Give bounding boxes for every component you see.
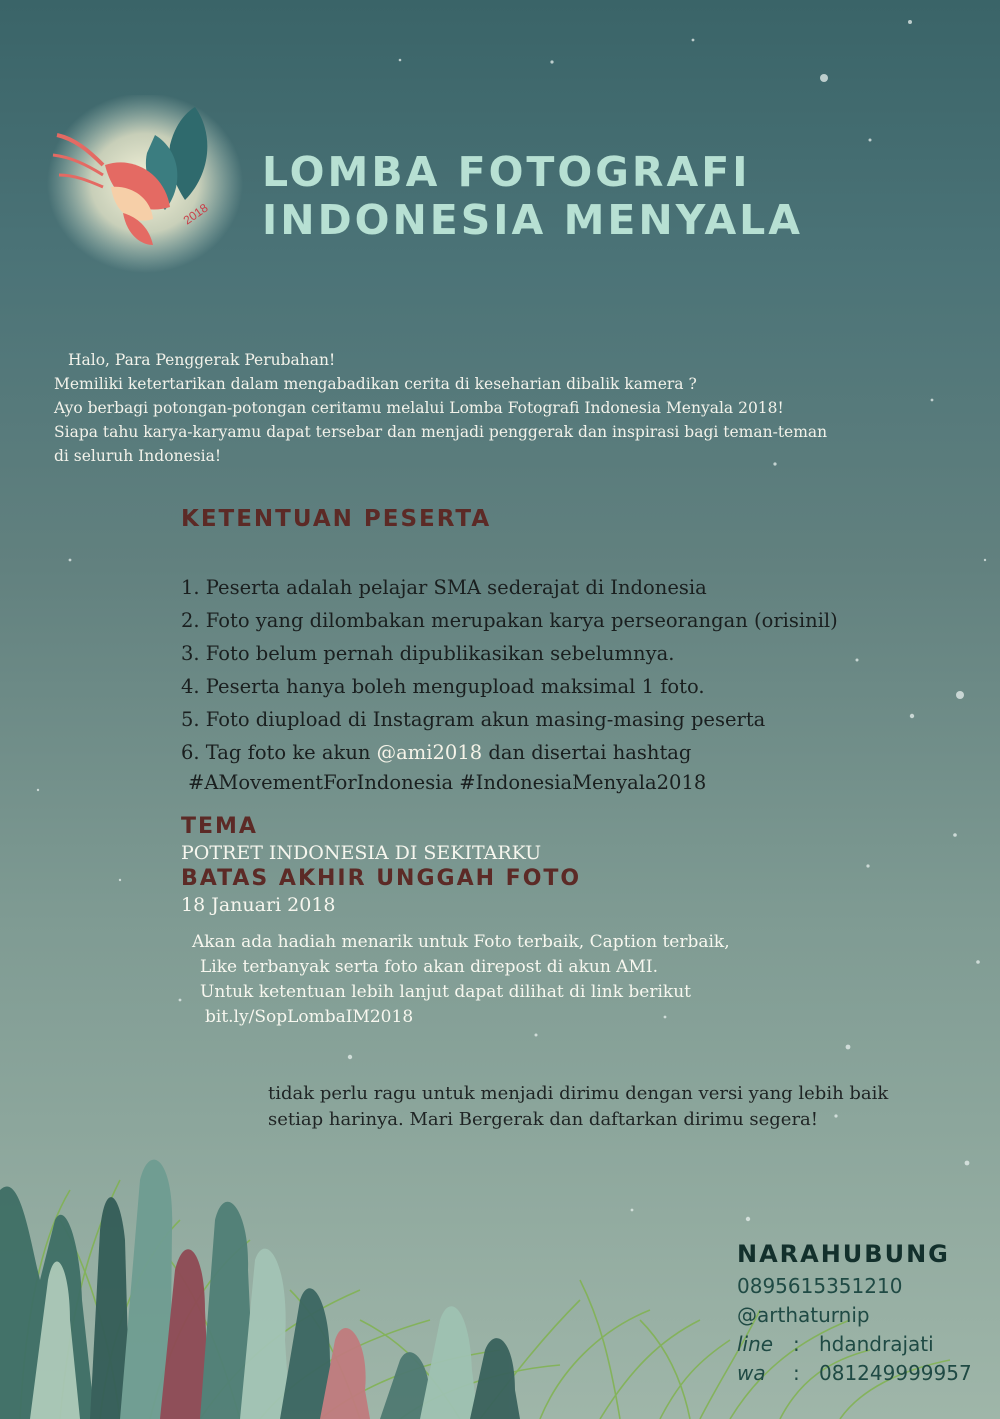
ketentuan-heading: KETENTUAN PESERTA	[181, 506, 492, 532]
line-sep: :	[793, 1332, 800, 1356]
contact-line	[737, 1330, 972, 1359]
contact-heading: NARAHUBUNG	[737, 1240, 950, 1268]
prize-line: Like terbanyak serta foto akan direpost di akun AMI.	[200, 957, 658, 977]
contact-wa	[737, 1359, 972, 1388]
rule-item: 4. Peserta hanya boleh mengupload maksimal 1 foto.	[181, 675, 705, 698]
logo-year: 2018	[180, 200, 211, 228]
instagram-handle: @ami2018	[376, 741, 483, 764]
contact-block	[737, 1240, 972, 1388]
intro-line: Ayo berbagi potongan-potongan ceritamu melalui Lomba Fotografi Indonesia Menyala 2018!	[54, 399, 784, 417]
title-line-2: INDONESIA MENYALA	[262, 196, 804, 244]
rules-list	[181, 571, 838, 769]
intro-line: Memiliki ketertarikan dalam mengabadikan cerita di keseharian dibalik kamera ?	[54, 375, 697, 393]
wa-sep: :	[793, 1361, 800, 1385]
contact-instagram: @arthaturnip	[737, 1303, 870, 1327]
butterfly-logo-icon	[45, 95, 245, 275]
rule-item: 2. Foto yang dilombakan merupakan karya perseorangan (orisinil)	[181, 609, 838, 632]
line-value: hdandrajati	[819, 1332, 934, 1356]
rule-item	[181, 736, 838, 769]
intro-line: Siapa tahu karya-karyamu dapat tersebar dan menjadi penggerak dan inspirasi bagi teman-teman	[54, 423, 828, 441]
title-line-1: LOMBA FOTOGRAFI	[262, 148, 751, 196]
intro-text	[54, 348, 827, 468]
wa-value: 081249999957	[819, 1361, 972, 1385]
closing-line: tidak perlu ragu untuk menjadi dirimu dengan versi yang lebih baik	[268, 1083, 889, 1104]
tema-value: POTRET INDONESIA DI SEKITARKU	[181, 842, 542, 864]
deadline-heading: BATAS AKHIR UNGGAH FOTO	[181, 866, 582, 891]
rules-link[interactable]: bit.ly/SopLombaIM2018	[205, 1007, 414, 1027]
tema-heading: TEMA	[181, 814, 258, 839]
intro-line: Halo, Para Penggerak Perubahan!	[68, 351, 336, 369]
hashtags: #AMovementForIndonesia #IndonesiaMenyala2018	[188, 771, 707, 794]
line-label: line	[737, 1332, 774, 1356]
intro-line: di seluruh Indonesia!	[54, 447, 222, 465]
rule6-suffix: dan disertai hashtag	[482, 741, 692, 764]
prize-line: Untuk ketentuan lebih lanjut dapat dilihat di link berikut	[200, 982, 691, 1002]
closing-text	[268, 1081, 888, 1133]
deadline-value: 18 Januari 2018	[181, 894, 336, 916]
rule6-prefix: 6. Tag foto ke akun	[181, 741, 377, 764]
prize-info	[192, 930, 730, 1030]
contact-phone: 0895615351210	[737, 1274, 903, 1298]
rule-item: 3. Foto belum pernah dipublikasikan sebelumnya.	[181, 642, 675, 665]
page-title	[262, 148, 803, 244]
prize-line: Akan ada hadiah menarik untuk Foto terbaik, Caption terbaik,	[192, 932, 730, 952]
rule-item: 5. Foto diupload di Instagram akun masing-masing peserta	[181, 708, 766, 731]
rule-item: 1. Peserta adalah pelajar SMA sederajat di Indonesia	[181, 576, 707, 599]
closing-line: setiap harinya. Mari Bergerak dan daftarkan dirimu segera!	[268, 1109, 819, 1130]
wa-label: wa	[737, 1361, 766, 1385]
